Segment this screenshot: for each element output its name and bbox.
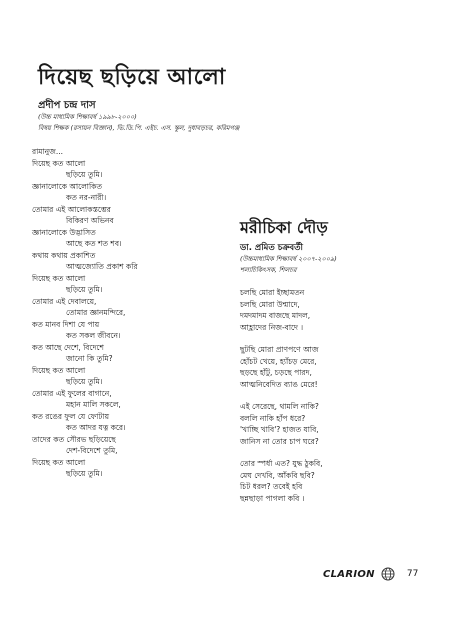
poem1-line: দিয়েছ কত আলো <box>32 457 86 467</box>
poem1-line: কত মানব দিশা যে পায় <box>32 319 100 329</box>
poem1-body <box>32 146 138 480</box>
poem1-line: জ্ঞানালোকে আলোকিত <box>32 181 102 191</box>
poem2-line: চলছি মোরা উন্মাদে, <box>240 299 300 309</box>
poem1-affiliation-line: (উচ্চ মাধ্যমিক শিক্ষাবর্ষ ১৯৯৮-২০০০) <box>38 113 137 121</box>
poem1-title: দিয়েছ ছড়িয়ে আলো <box>38 65 226 90</box>
poem1-line: তাদের কত সৌরভ ছড়িয়েছে <box>32 434 116 444</box>
poem2-line: এই সেরেছে, থামলি নাকি? <box>240 402 319 411</box>
poem1-affiliation <box>38 112 239 134</box>
poem1-line: কত আদর যত্ন করে। <box>66 423 126 432</box>
poem2-line: ছন্নছাড়া পাগলা কবি । <box>240 493 305 503</box>
poem1-line: ছড়িয়ে তুমি। <box>66 377 103 386</box>
poem1-affiliation-line: বিষয় শিক্ষক (রসায়ন বিজ্ঞান), ভি.ডি.পি. এইচ. এস. স্কুল, দুধাবড়চর, করিমগঞ্জ <box>38 124 240 132</box>
poem2-title: মরীচিকা দৌড় <box>240 218 328 237</box>
poem1-line: মহান মালি সকলে, <box>66 400 121 409</box>
poem1-line: ছড়িয়ে তুমি। <box>66 170 103 179</box>
poem1-line: ছড়িয়ে তুমি। <box>66 285 103 294</box>
poem1-line: ছড়িয়ে তুমি। <box>66 469 103 478</box>
globe-icon <box>381 567 395 581</box>
poem2-line: আত্মনিবেদিত ব্যাঙ মেরে! <box>240 379 318 389</box>
poem2-line: তোর স্পর্ধা এত? যুদ্ধ ঠুকবি, <box>240 459 323 468</box>
page-number: 77 <box>406 569 419 579</box>
poem1-line: দিয়েছ কত আলো <box>32 158 86 168</box>
poem2-line: আহ্লাদের নিজ-বাদে । <box>240 322 304 332</box>
poem1-line: তোমার এই দেবালয়ে, <box>32 296 97 306</box>
poem2-line: 'খাচ্ছি খাবি'? হাজত যাবি, <box>240 425 319 434</box>
poem1-line: জ্ঞানালোকে উদ্ভাসিত <box>32 227 96 237</box>
poem2-line: বললি নাকি হাঁপ ধরে? <box>240 413 306 423</box>
poem1-line: কত রঙের ফুল যে ফোটায় <box>32 411 109 421</box>
poem1-line: তোমার এই আলোকস্তম্ভের <box>32 204 111 214</box>
clarion-logo: CLARION <box>323 568 375 580</box>
poem2-line: ছুটছি মোরা প্রাণপণে আজ <box>240 345 319 354</box>
poem1-line: দিয়েছ কত আলো <box>32 273 86 283</box>
poem1-line: তোমার এই ফুলের বাগানে, <box>32 388 112 398</box>
poem2-affiliation-line: শল্যচিকিৎসক, শিলচর <box>240 266 297 274</box>
poem1-line: দেশ-বিদেশে তুমি, <box>66 446 118 455</box>
poem1-line: আছে কত শত শব। <box>66 239 122 248</box>
poem1-line: আত্মজ্যোতি প্রকাশ করি <box>66 262 138 271</box>
poem1-line: কত সকল জীবনে। <box>66 331 121 340</box>
poem2-line: জানিস না তোর চাপ ঘরে? <box>240 436 319 446</box>
poem2-line: মেঘ দেখবি, আঁকবি ছবি? <box>240 470 315 480</box>
poem2-affiliation <box>240 254 337 276</box>
poem2-stanza <box>240 287 323 333</box>
poem2-stanza <box>240 401 323 447</box>
poem1-line: তোমার জ্ঞানমন্দিরে, <box>66 308 126 317</box>
footer <box>323 567 418 581</box>
poem2-line: চলছি মোরা ইচ্ছামতন <box>240 288 305 297</box>
poem2-line: দমদমাদম বাজছে মাদল, <box>240 311 311 320</box>
poem2-line: চিট ধরল? তবেই হবি <box>240 482 303 491</box>
poem2-stanza <box>240 458 323 504</box>
poem1-line: রামানুজ... <box>32 147 63 156</box>
poem2-author: ডা. প্রমিত চক্রবর্তী <box>240 243 303 253</box>
poem2-line: হোঁচট খেয়ে, হ্যাঁচড় মেরে, <box>240 356 317 366</box>
poem1-line: দিয়েছ কত আলো <box>32 365 86 375</box>
poem1-line: কত আছে দেশে, বিদেশে <box>32 342 104 352</box>
poem2-affiliation-line: (উচ্চমাধ্যমিক শিক্ষাবর্ষ ২০০৭-২০০৯) <box>240 255 337 263</box>
poem2-stanza <box>240 344 323 390</box>
poem1-line: কথায় কথায় প্রকাশিত <box>32 250 96 260</box>
poem2-line: ছড়ছে হাঁটু, চড়ছে পারদ, <box>240 368 312 377</box>
poem1-line: কত নর-নারী। <box>66 193 107 202</box>
poem1-line: জানো কি তুমি? <box>66 354 113 363</box>
poem2-body <box>240 287 323 515</box>
poem1-author: প্রদীপ চন্দ্র দাস <box>38 100 96 111</box>
poem1-line: বিকিরণ অভিনব <box>66 216 114 225</box>
